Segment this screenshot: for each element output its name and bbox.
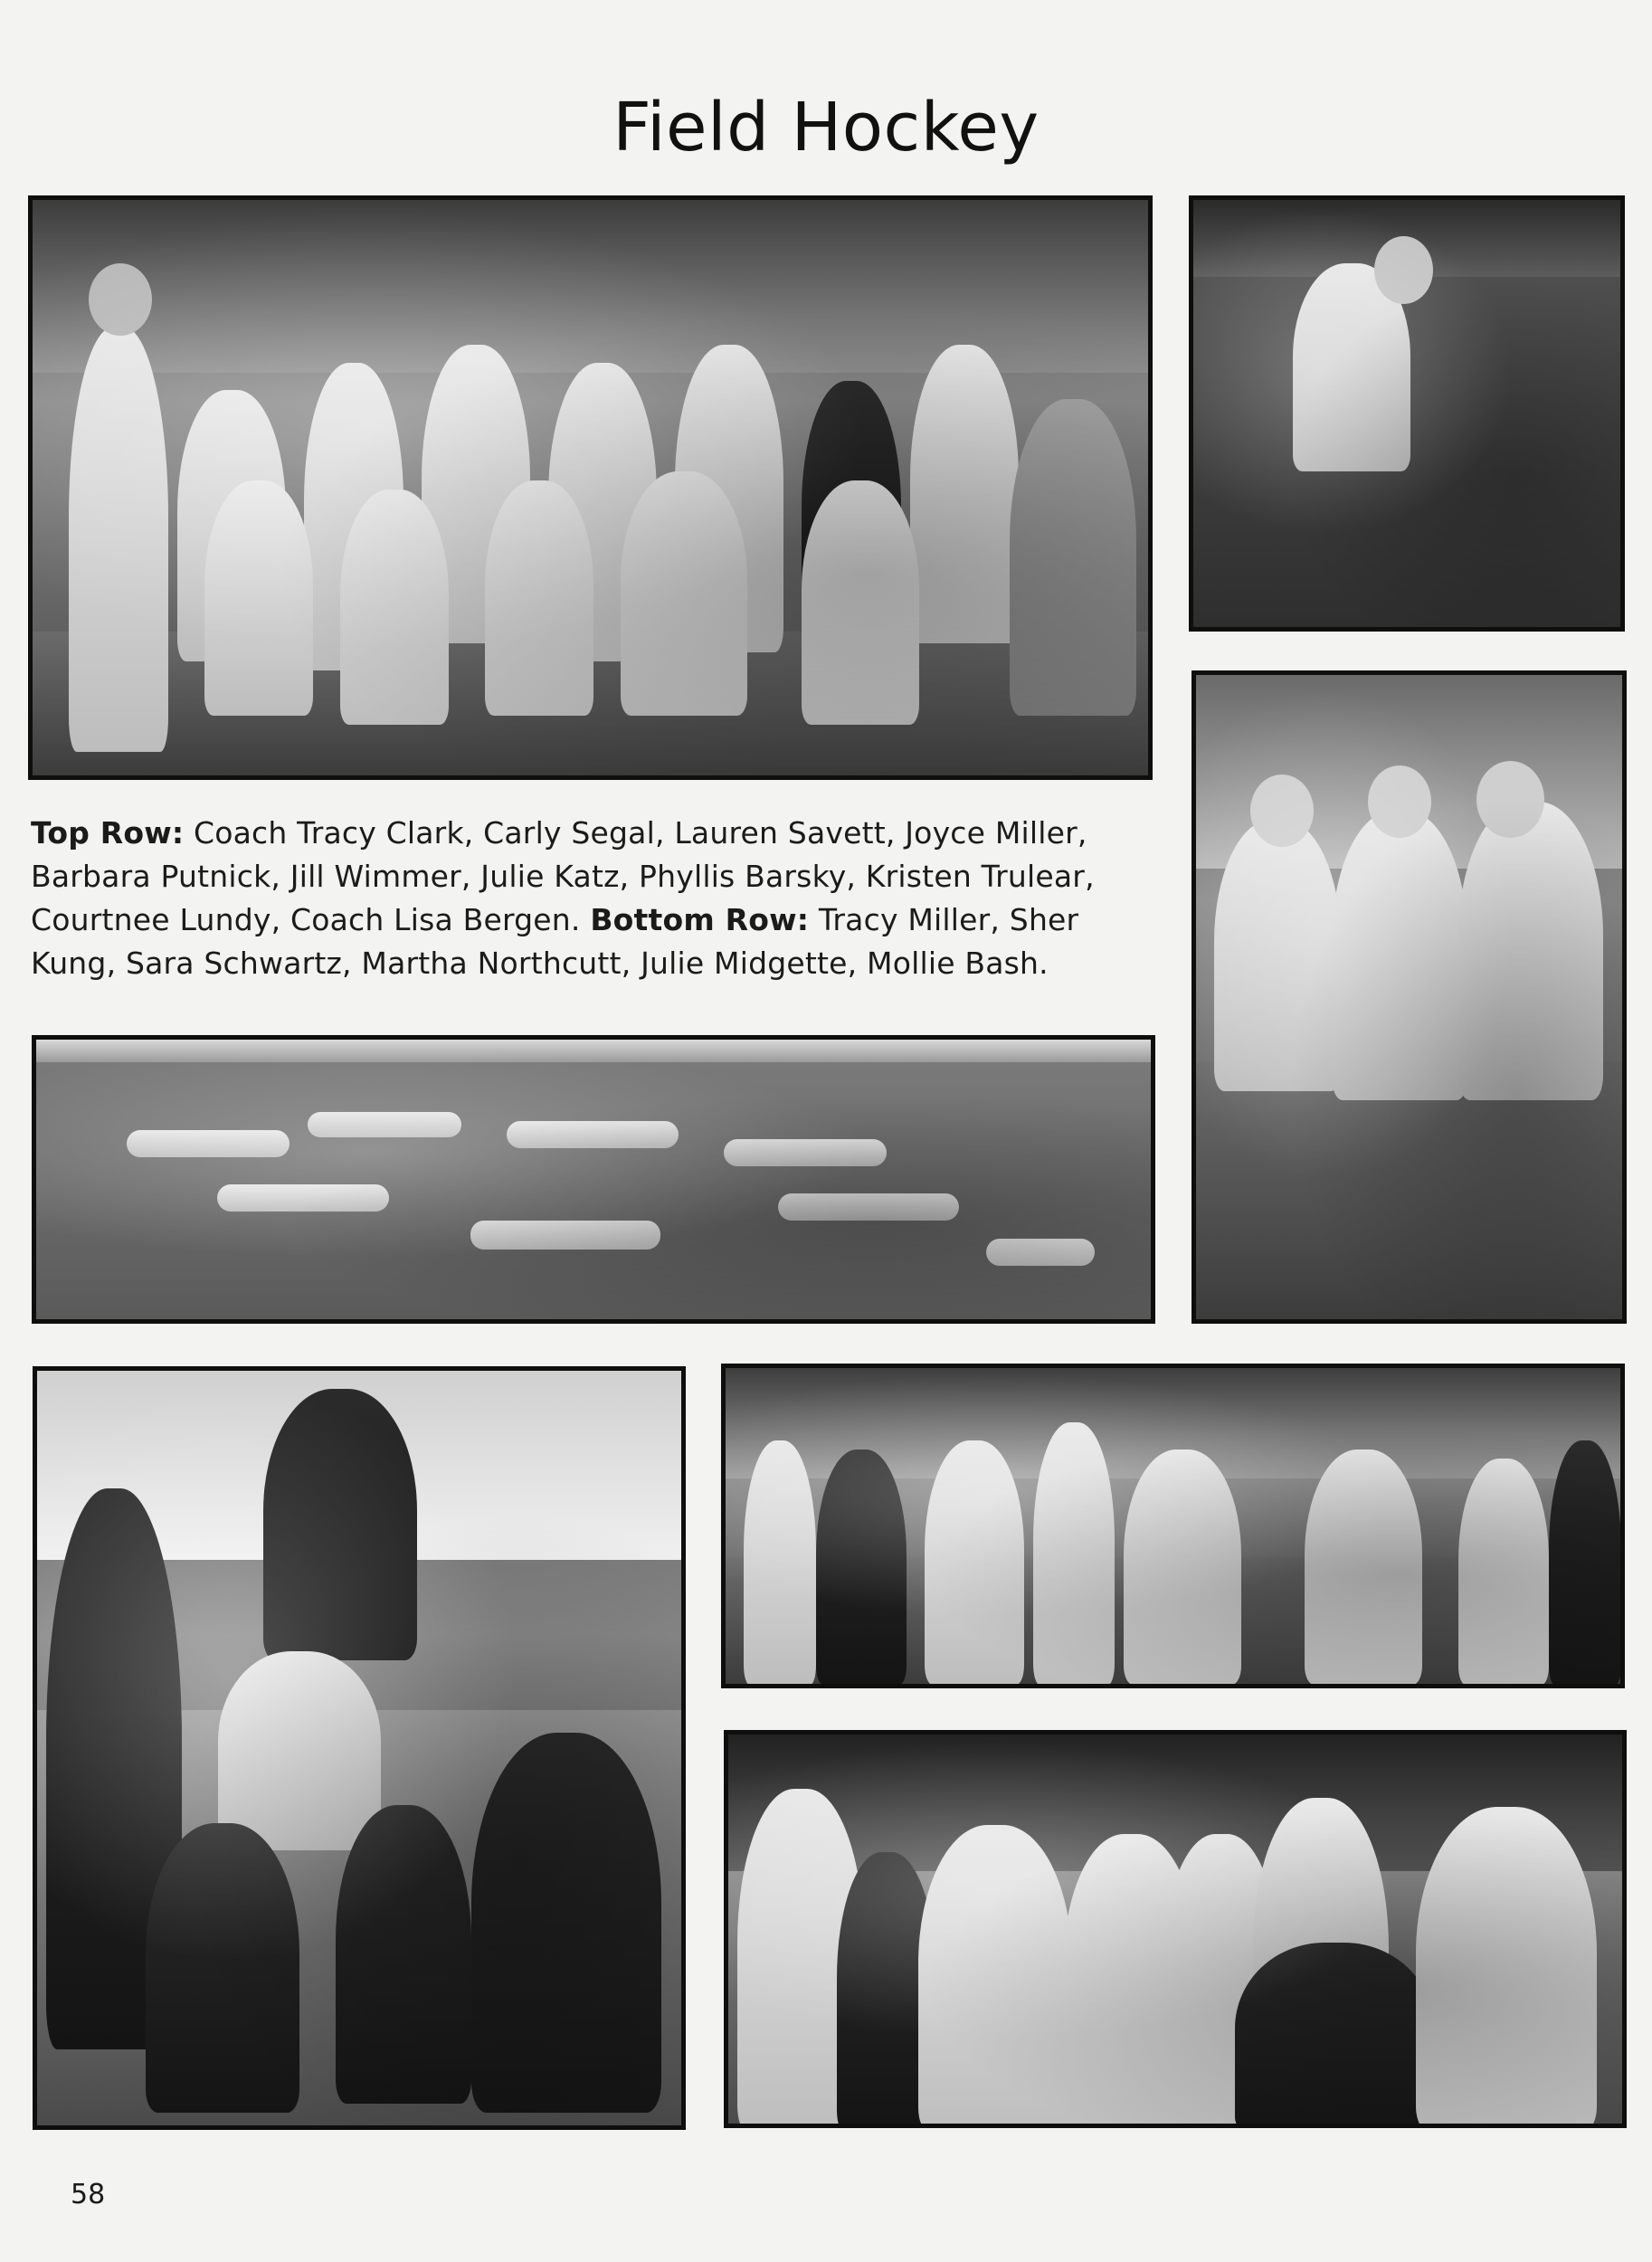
three-players-photo xyxy=(1192,670,1627,1324)
bottom-row-names: Tracy Miller, Sher Kung, Sara Schwartz, Martha Northcutt, Julie Midgette, Mollie Bash. xyxy=(31,902,1079,981)
team-caption xyxy=(31,812,1162,985)
stretching-photo xyxy=(32,1035,1155,1324)
top-row-label: Top Row: xyxy=(31,815,185,851)
bottom-row-label: Bottom Row: xyxy=(590,902,810,937)
player-stance-photo xyxy=(1189,195,1625,632)
pyramid-photo xyxy=(33,1366,686,2130)
signs-photo xyxy=(721,1364,1625,1688)
group-smiling-photo xyxy=(724,1730,1627,2128)
page-title: Field Hockey xyxy=(612,89,1040,166)
page-number: 58 xyxy=(71,2179,106,2210)
top-row-names: Coach Tracy Clark, Carly Segal, Lauren Savett, Joyce Miller, Barbara Putnick, Jill Wimmer, Julie Katz, Phyllis Barsky, Kristen Trulear, Courtnee Lundy, Coach Lisa Bergen. xyxy=(31,815,1095,937)
team-photo xyxy=(28,195,1153,780)
